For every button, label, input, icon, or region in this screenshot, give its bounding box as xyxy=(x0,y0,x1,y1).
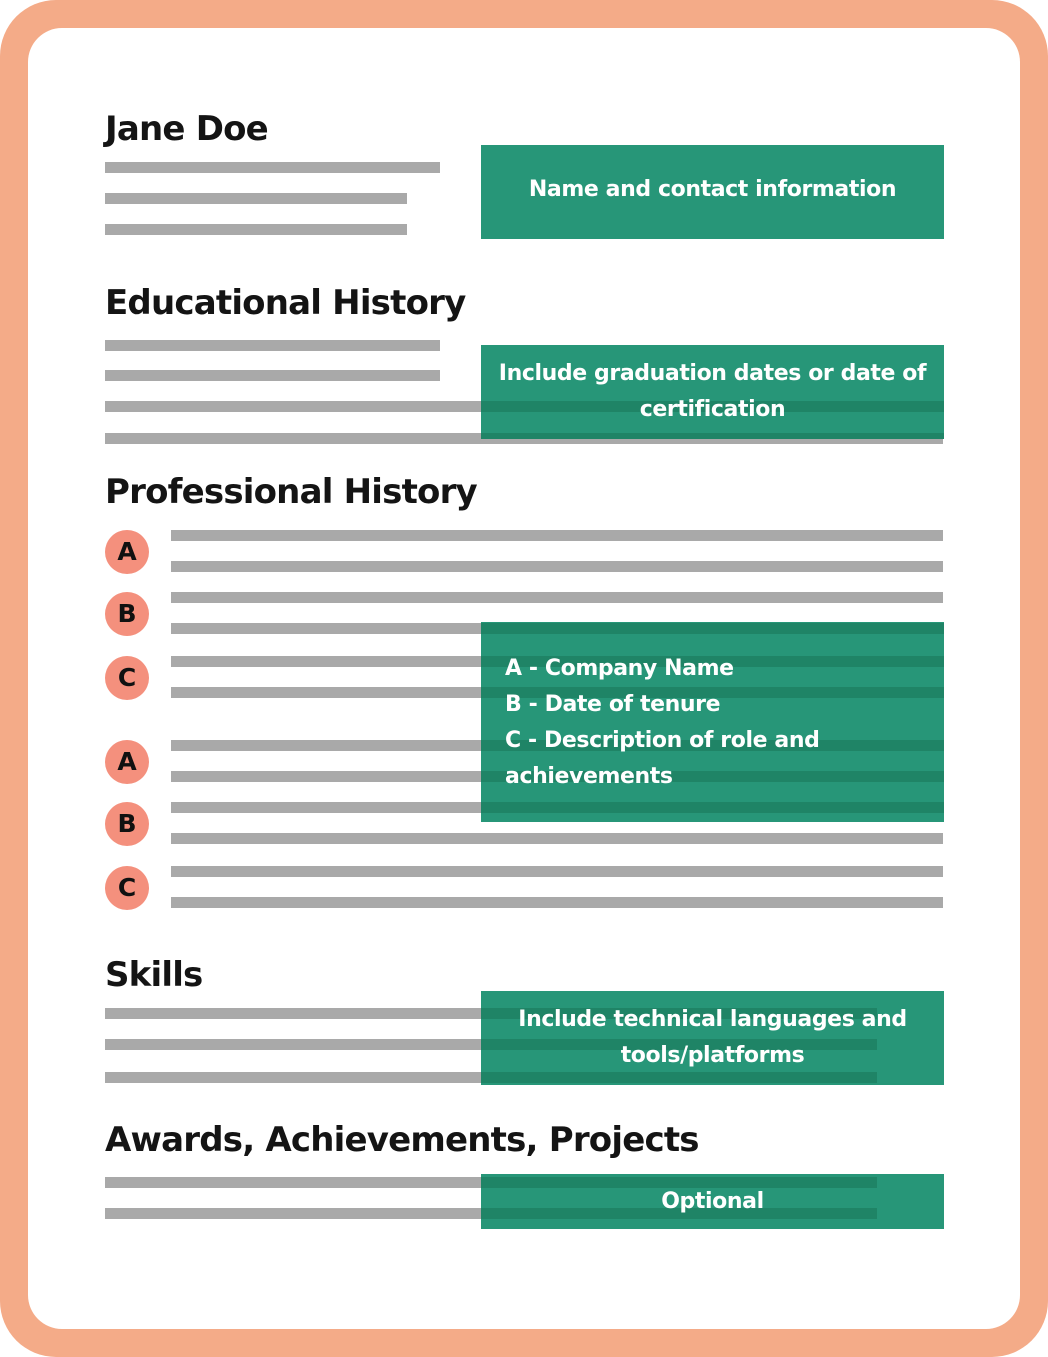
placeholder-line xyxy=(105,340,440,351)
contact-note xyxy=(481,145,944,239)
badge-c: C xyxy=(105,866,149,910)
professional-heading: Professional History xyxy=(105,472,477,512)
placeholder-line xyxy=(171,530,943,541)
contact-note-text: Name and contact information xyxy=(528,177,897,202)
placeholder-line xyxy=(105,162,440,173)
badge-b: B xyxy=(105,592,149,636)
placeholder-line xyxy=(171,833,943,844)
badge-c: C xyxy=(105,656,149,700)
badge-a: A xyxy=(105,740,149,784)
skills-note-line2: tools/platforms xyxy=(620,1043,805,1068)
professional-note-a: A - Company Name xyxy=(505,656,734,681)
placeholder-line xyxy=(171,561,943,572)
placeholder-line xyxy=(171,592,943,603)
skills-heading: Skills xyxy=(105,955,203,995)
awards-note xyxy=(481,1174,944,1229)
skills-note xyxy=(481,991,944,1085)
awards-note-text: Optional xyxy=(661,1189,764,1214)
resume-sheet xyxy=(28,28,1020,1329)
education-note-line1: Include graduation dates or date of xyxy=(498,361,927,386)
placeholder-line xyxy=(171,897,943,908)
professional-note-c2: achievements xyxy=(505,764,673,789)
placeholder-line xyxy=(105,193,407,204)
education-note-line2: certification xyxy=(639,397,786,422)
education-heading: Educational History xyxy=(105,283,466,323)
placeholder-line xyxy=(171,866,943,877)
professional-note-c: C - Description of role and xyxy=(505,728,820,753)
badge-b: B xyxy=(105,802,149,846)
education-note xyxy=(481,345,944,439)
skills-note-line1: Include technical languages and xyxy=(518,1007,907,1032)
awards-heading: Awards, Achievements, Projects xyxy=(105,1120,699,1160)
professional-note-b: B - Date of tenure xyxy=(505,692,721,717)
placeholder-line xyxy=(105,370,440,381)
badge-a: A xyxy=(105,530,149,574)
name-heading: Jane Doe xyxy=(105,109,268,149)
placeholder-line xyxy=(105,224,407,235)
professional-note xyxy=(481,622,944,822)
